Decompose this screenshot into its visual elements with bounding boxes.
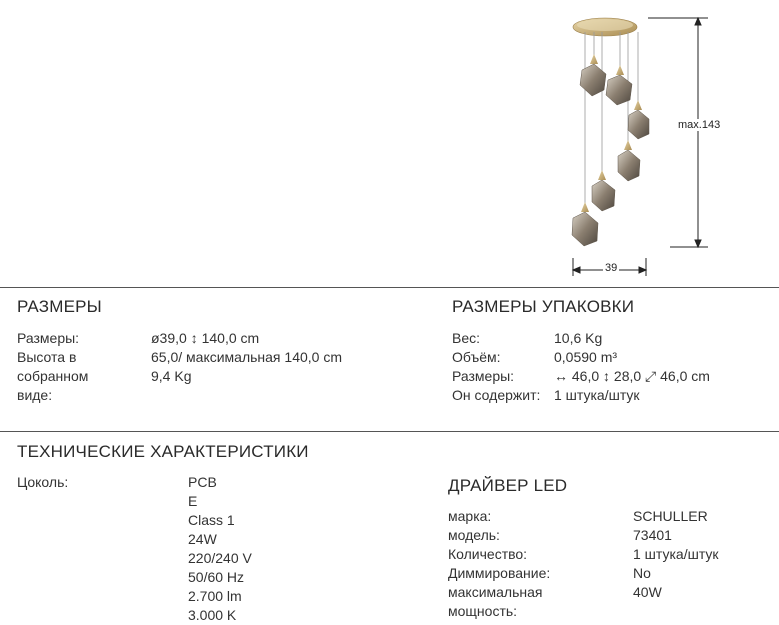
product-drawing xyxy=(560,10,760,280)
technical-value: 24W xyxy=(188,531,217,547)
packaging-value: 0,0590 m³ xyxy=(554,349,618,365)
packaging-value: ↔ 46,0 ↕ 28,0 ⤢ 46,0 cm xyxy=(554,368,710,384)
height-dimension-line xyxy=(648,18,708,247)
dimensions-value: 65,0/ максимальная 140,0 cm xyxy=(151,349,342,365)
packaging-title: РАЗМЕРЫ УПАКОВКИ xyxy=(452,297,635,316)
chandelier-illustration xyxy=(560,10,760,280)
driver-value: 40W xyxy=(633,584,662,600)
driver-value: SCHULLER xyxy=(633,508,708,524)
driver-label: модель: xyxy=(448,527,500,543)
packaging-label: Объём: xyxy=(452,349,501,365)
technical-value: PCB xyxy=(188,474,217,490)
technical-value: 2.700 lm xyxy=(188,588,242,604)
packaging-values xyxy=(554,329,710,405)
dimensions-values xyxy=(151,329,342,386)
height-label: max.143 xyxy=(678,119,721,131)
technical-value: 3.000 K xyxy=(188,607,237,623)
driver-value: 1 штука/штук xyxy=(633,546,719,562)
packaging-label: Размеры: xyxy=(452,368,515,384)
dimensions-value: 9,4 Kg xyxy=(151,368,192,384)
section-divider xyxy=(0,287,779,288)
driver-label: Количество: xyxy=(448,546,528,562)
technical-values xyxy=(188,473,252,625)
pendant-group xyxy=(572,54,649,246)
packaging-label: Вес: xyxy=(452,330,481,346)
technical-value: 50/60 Hz xyxy=(188,569,245,585)
packaging-labels xyxy=(452,329,540,405)
technical-title: ТЕХНИЧЕСКИЕ ХАРАКТЕРИСТИКИ xyxy=(17,442,309,461)
dimensions-label: Высота в собранном виде: xyxy=(17,349,89,403)
technical-value: E xyxy=(188,493,198,509)
driver-values xyxy=(633,507,719,602)
driver-label: максимальная мощность: xyxy=(448,584,543,619)
width-label: 39 xyxy=(605,262,618,274)
socket-label: Цоколь: xyxy=(17,474,69,490)
dimensions-labels xyxy=(17,329,127,405)
technical-value: Class 1 xyxy=(188,512,235,528)
packaging-value: 1 штука/штук xyxy=(554,387,640,403)
packaging-label: Он содержит: xyxy=(452,387,541,403)
driver-label: Диммирование: xyxy=(448,565,551,581)
driver-labels xyxy=(448,507,578,621)
driver-value: No xyxy=(633,565,651,581)
driver-value: 73401 xyxy=(633,527,672,543)
driver-label: марка: xyxy=(448,508,492,524)
packaging-value: 10,6 Kg xyxy=(554,330,603,346)
technical-value: 220/240 V xyxy=(188,550,252,566)
dimensions-title: РАЗМЕРЫ xyxy=(17,297,102,316)
dimensions-label: Размеры: xyxy=(17,330,80,346)
dimensions-value: ø39,0 ↕ 140,0 cm xyxy=(151,330,260,346)
driver-title: ДРАЙВЕР LED xyxy=(448,476,568,495)
section-divider xyxy=(0,431,779,432)
